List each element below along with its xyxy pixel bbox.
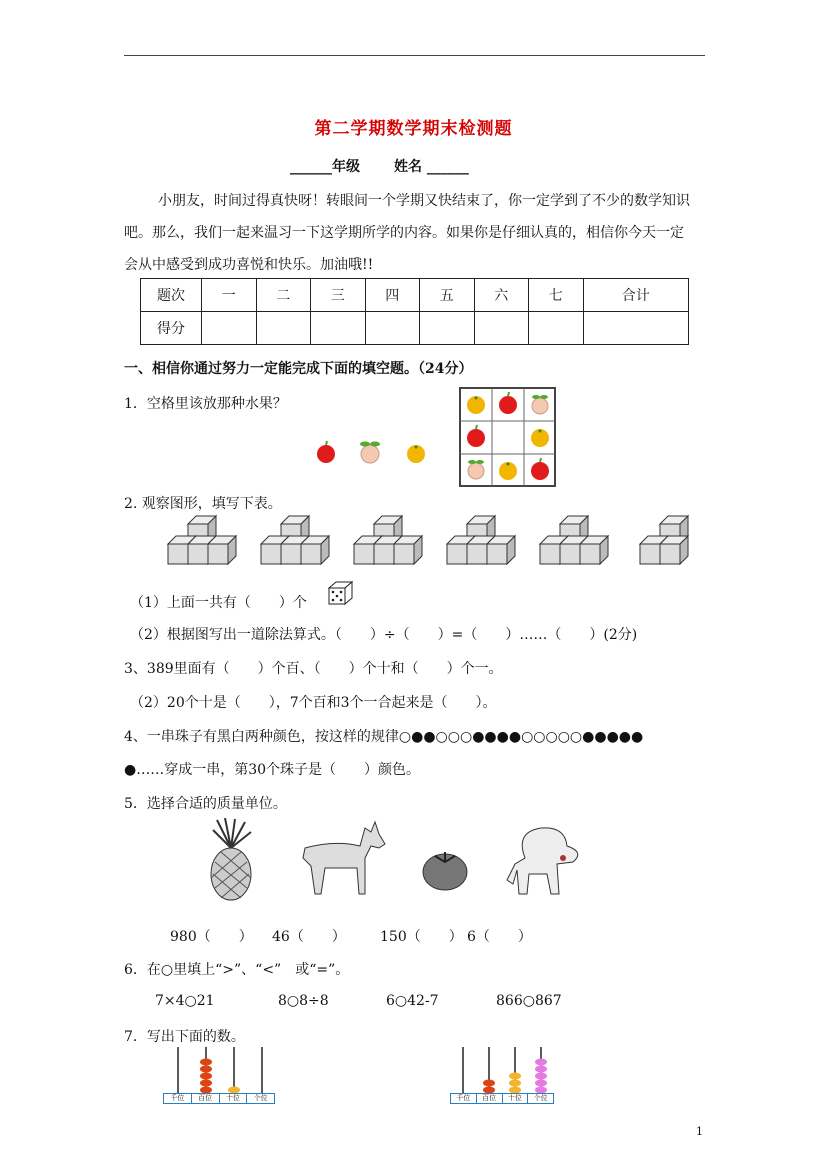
abacus-label-tens: 十位 — [503, 1094, 529, 1103]
score-input-cell[interactable] — [311, 312, 366, 345]
score-input-cell[interactable] — [474, 312, 529, 345]
abacus-label-ones: 个位 — [253, 1094, 268, 1102]
score-input-cell[interactable] — [583, 312, 689, 345]
question-2: 2. 观察图形，填写下表。 — [124, 496, 282, 512]
orange-icon — [531, 429, 549, 447]
score-header-cell: 六 — [474, 279, 529, 312]
question-5: 5．选择合适的质量单位。 — [124, 796, 287, 812]
score-input-cell[interactable] — [420, 312, 475, 345]
q6-item-3: 6○42-7 — [386, 993, 439, 1009]
pineapple-icon — [211, 818, 251, 900]
orange-icon — [407, 445, 425, 463]
question-6: 6．在○里填上“>”、“<” 或“=”。 — [124, 962, 350, 978]
goat-icon — [303, 822, 385, 894]
grade-field: ______年级 — [290, 159, 360, 175]
question-2-part-2: （2）根据图写出一道除法算式。（ ）÷（ ）=（ ）……（ ）(2分) — [130, 627, 638, 643]
question-3-part-2: （2）20个十是（ ），7个百和3个一合起来是（ ）。 — [130, 695, 497, 711]
fruit-options — [310, 438, 440, 468]
intro-line-3: 会从中感受到成功喜悦和快乐。加油哦!! — [124, 257, 374, 273]
q5-answer-3: 150（ ） — [380, 929, 463, 945]
score-header-cell: 合计 — [583, 279, 689, 312]
intro-line-2: 吧。那么，我们一起来温习一下这学期所学的内容。如果你是仔细认真的，相信你今天一定 — [124, 225, 684, 241]
q6-item-4: 866○867 — [496, 993, 562, 1009]
abacus-label-thousands: 千位 — [164, 1094, 192, 1103]
cube-figure-2 — [261, 516, 329, 564]
cube-figure-4 — [447, 516, 515, 564]
cube-figures — [160, 512, 700, 568]
abacus-right-rods — [450, 1045, 554, 1093]
abacus-left-rods — [163, 1045, 275, 1093]
question-3: 3、389里面有（ ）个百、（ ）个十和（ ）个一。 — [124, 661, 503, 677]
score-header-cell: 二 — [256, 279, 311, 312]
name-field: 姓名 ______ — [394, 159, 469, 175]
q5-answer-4: 6（ ） — [467, 929, 532, 945]
dice-icon — [328, 581, 354, 607]
section-1-heading: 一、相信你通过努力一定能完成下面的填空题。（24分） — [124, 361, 473, 377]
score-table-header-row — [141, 279, 689, 312]
question-2-part-1: （1）上面一共有（ ）个 — [130, 595, 307, 611]
question-1: 1．空格里该放那种水果？ — [124, 396, 287, 412]
score-input-cell[interactable] — [529, 312, 584, 345]
abacus-label-thousands: 千位 — [451, 1094, 477, 1103]
intro-line-1: 小朋友，时间过得真快呀！转眼间一个学期又快结束了，你一定学到了不少的数学知识 — [158, 193, 690, 209]
abacus-label-hundreds: 百位 — [192, 1094, 220, 1103]
score-header-cell: 七 — [529, 279, 584, 312]
abacus-label-ones: 个位 — [533, 1094, 548, 1102]
abacus-label-tens: 十位 — [220, 1094, 248, 1103]
q6-item-2: 8○8÷8 — [278, 993, 329, 1009]
cube-figure-5 — [540, 516, 608, 564]
score-table-score-row — [141, 312, 689, 345]
score-header-cell: 一 — [202, 279, 257, 312]
orange-icon — [499, 462, 517, 480]
abacus-label-hundreds: 百位 — [477, 1094, 503, 1103]
score-table — [140, 278, 689, 345]
score-row-label: 得分 — [141, 312, 202, 345]
dog-icon — [507, 828, 578, 894]
q6-item-1: 7×4○21 — [155, 993, 215, 1009]
cube-figure-3 — [354, 516, 422, 564]
weight-pictures — [195, 818, 595, 903]
score-input-cell[interactable] — [256, 312, 311, 345]
fruit-grid — [459, 387, 556, 487]
apple-icon — [317, 441, 335, 463]
score-input-cell[interactable] — [202, 312, 257, 345]
question-4-line-1: 4、一串珠子有黑白两种颜色，按这样的规律○●●○○○●●●●○○○○○●●●●● — [124, 729, 644, 745]
question-7: 7．写出下面的数。 — [124, 1029, 245, 1045]
q5-answer-1: 980（ ） — [170, 929, 253, 945]
page-number: 1 — [696, 1125, 703, 1138]
score-header-cell: 四 — [365, 279, 420, 312]
tomato-icon — [423, 852, 467, 890]
peach-icon — [468, 460, 484, 479]
peach-icon — [360, 442, 380, 464]
orange-icon — [467, 396, 485, 414]
cube-figure-6 — [640, 516, 688, 564]
cube-figure-1 — [168, 516, 236, 564]
score-header-cell: 三 — [311, 279, 366, 312]
peach-icon — [532, 395, 548, 414]
question-4-line-2: ●……穿成一串，第30个珠子是（ ）颜色。 — [124, 762, 421, 778]
q5-answer-2: 46（ ） — [272, 929, 346, 945]
abacus-right — [450, 1045, 554, 1105]
score-header-cell: 题次 — [141, 279, 202, 312]
top-rule — [124, 55, 705, 56]
score-header-cell: 五 — [420, 279, 475, 312]
score-input-cell[interactable] — [365, 312, 420, 345]
abacus-left — [163, 1045, 275, 1105]
page-title: 第二学期数学期末检测题 — [314, 119, 513, 139]
